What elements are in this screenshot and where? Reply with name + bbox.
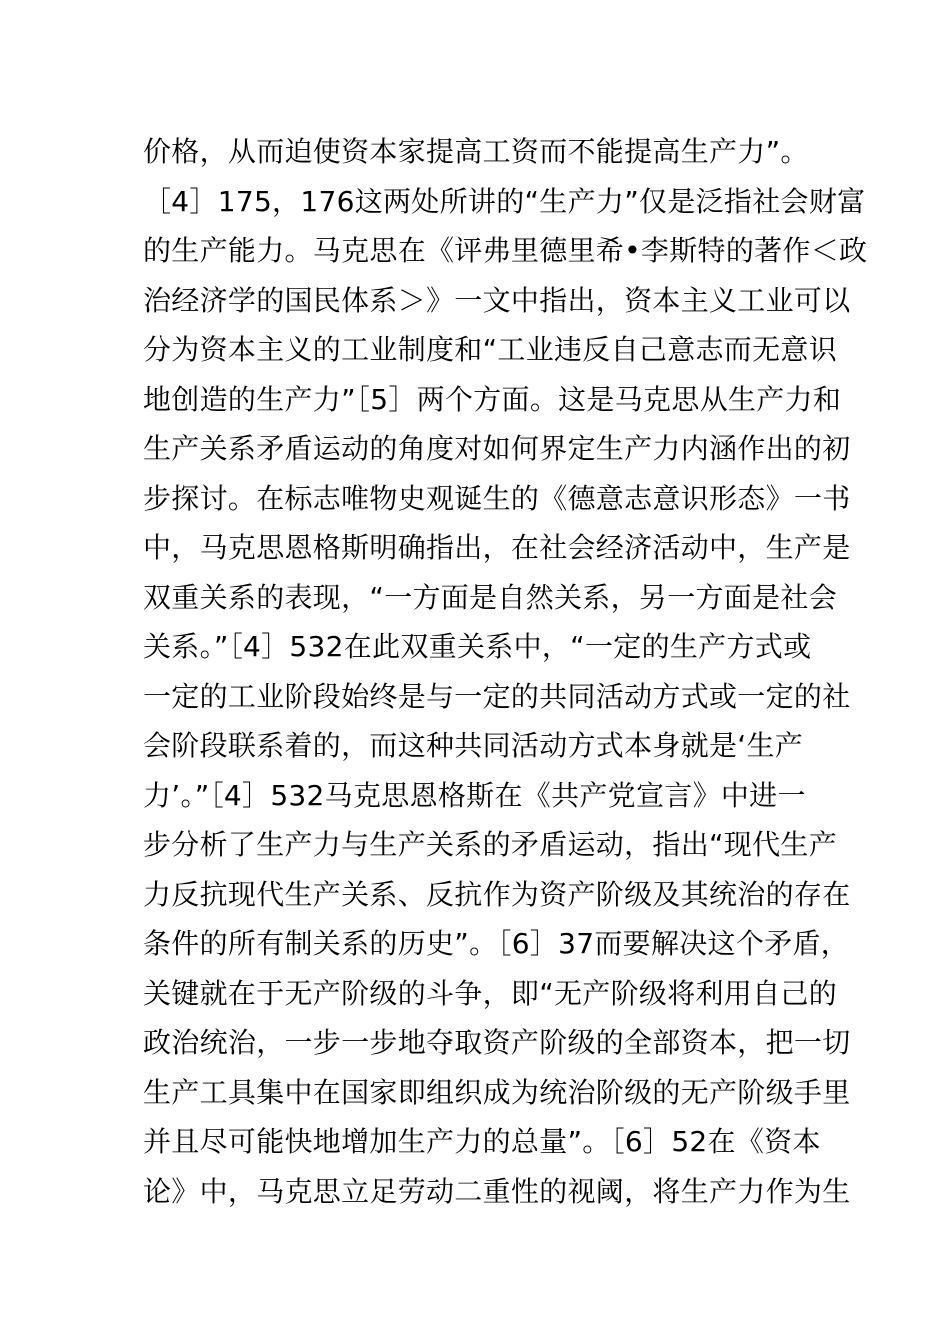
body-paragraph [143,127,868,1216]
text-line: 治经济学的国民体系＞》一文中指出，资本主义工业可以 [143,283,851,317]
text-line: 条件的所有制关系的历史”。［6］37而要解决这个矛盾， [143,927,850,960]
text-line: 的生产能力。马克思在《评弗里德里希•李斯特的著作＜政 [143,234,868,267]
text-line: 步分析了生产力与生产关系的矛盾运动，指出“现代生产 [143,828,838,861]
text-line: 并且尽可能快地增加生产力的总量”。［6］52在《资本 [143,1125,821,1158]
text-line: 生产工具集中在国家即组织成为统治阶级的无产阶级手里 [143,1075,851,1109]
text-line: 步探讨。在标志唯物史观诞生的《德意志意识形态》一书 [143,481,851,515]
text-line: 力’。”［4］532马克思恩格斯在《共产党宣言》中进一 [143,778,806,812]
text-line: ［4］175，176这两处所讲的“生产力”仅是泛指社会财富 [143,184,866,218]
text-line: 关键就在于无产阶级的斗争，即“无产阶级将利用自己的 [143,976,838,1010]
text-line: 双重关系的表现，“一方面是自然关系，另一方面是社会 [143,580,838,614]
text-line: 生产关系矛盾运动的角度对如何界定生产力内涵作出的初 [143,432,851,465]
text-line: 论》中，马克思立足劳动二重性的视阈，将生产力作为生 [143,1174,851,1208]
text-line: 一定的工业阶段始终是与一定的共同活动方式或一定的社 [143,679,851,713]
text-line: 政治统治，一步一步地夺取资产阶级的全部资本，把一切 [143,1026,851,1059]
text-line: 会阶段联系着的，而这种共同活动方式本身就是‘生产 [143,729,804,762]
text-line: 中，马克思恩格斯明确指出，在社会经济活动中，生产是 [143,531,851,564]
text-line: 关系。”［4］532在此双重关系中，“一定的生产方式或 [143,630,812,663]
text-line: 价格，从而迫使资本家提高工资而不能提高生产力”。 [143,135,809,168]
text-line: 力反抗现代生产关系、反抗作为资产阶级及其统治的存在 [143,877,851,911]
text-line: 分为资本主义的工业制度和“工业违反自己意志而无意识 [143,333,838,366]
text-line: 地创造的生产力”［5］两个方面。这是马克思从生产力和 [143,382,842,416]
